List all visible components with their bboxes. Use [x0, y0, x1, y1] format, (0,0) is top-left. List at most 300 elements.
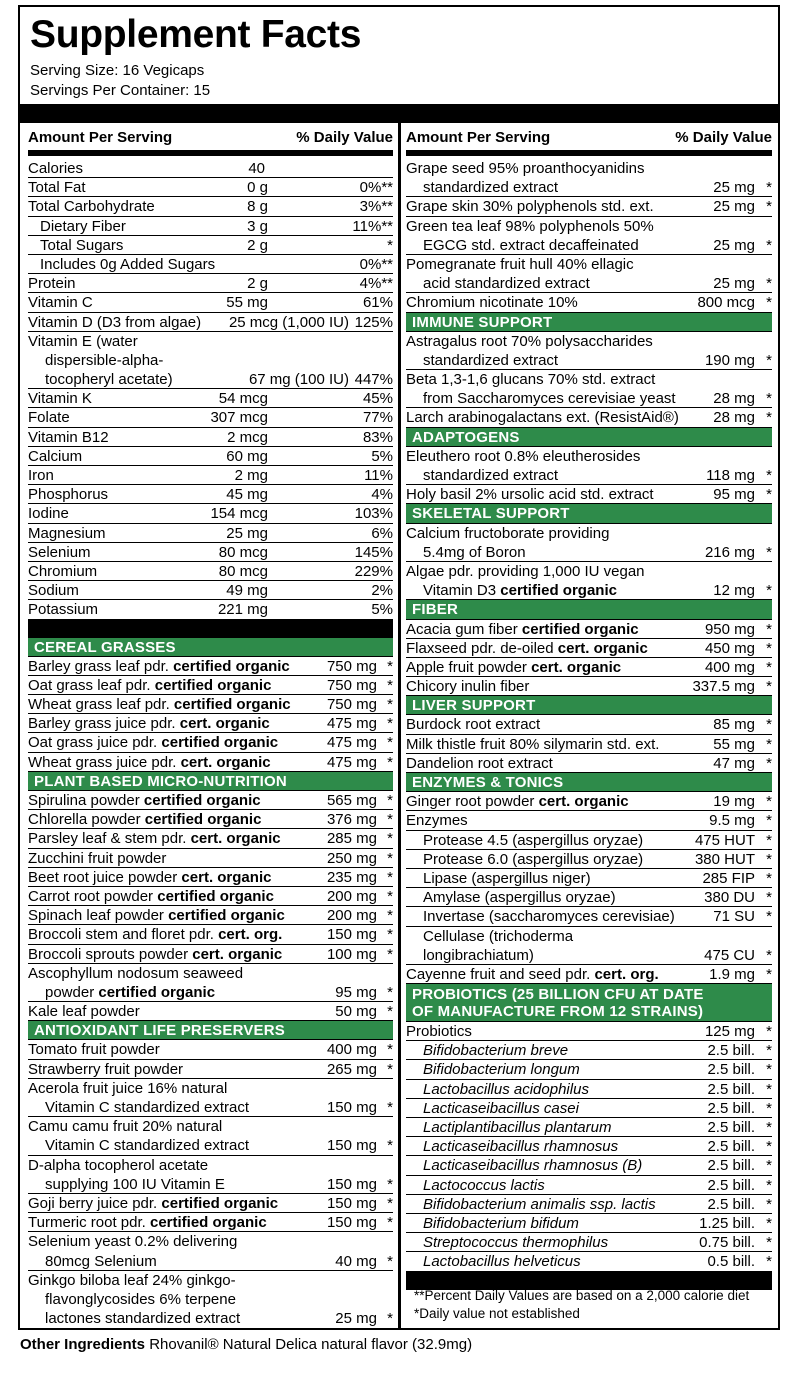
ingredient-name [406, 159, 645, 178]
ingredient-dv: * [766, 1195, 772, 1213]
ingredient-name [423, 946, 534, 965]
ingredient-name-text: EGCG std. extract decaffeinated [423, 236, 639, 254]
ingredient-row [28, 906, 393, 925]
ingredient-row [406, 1252, 772, 1271]
organic-label: certified organic [143, 792, 261, 809]
ingredient-dv: * [766, 716, 772, 734]
ingredient-dv: 45% [362, 390, 393, 408]
ingredient-name [423, 1080, 589, 1099]
ingredient-dv: * [766, 735, 772, 753]
ingredient-amount: 54 mcg [218, 390, 268, 408]
ingredient-name [406, 408, 679, 427]
ingredient-name [28, 159, 83, 178]
ingredient-row [28, 159, 393, 178]
ingredient-dv: 77% [362, 409, 393, 427]
ingredient-amount: 750 mg [326, 696, 377, 714]
ingredient-name-text: Magnesium [28, 524, 106, 542]
ingredient-row [406, 178, 772, 197]
ingredient-name [28, 543, 91, 562]
ingredient-name-text: Oat grass juice pdr. [28, 734, 162, 752]
ingredient-amount: 750 mg [326, 657, 377, 675]
ingredient-amount: 2.5 bill. [707, 1157, 755, 1175]
ingredient-dv: 125% [354, 313, 393, 331]
ingredient-row [28, 810, 393, 829]
ingredient-row [28, 562, 393, 581]
ingredient-amount: 190 mg [704, 351, 755, 369]
ingredient-amount: 25 mg [226, 524, 268, 542]
ingredient-row [406, 197, 772, 216]
ingredient-amount: 2.5 bill. [707, 1042, 755, 1060]
ingredient-name-text: Sodium [28, 582, 79, 600]
ingredient-row [406, 370, 772, 389]
ingredient-row [28, 1309, 393, 1328]
ingredient-name-text: Acacia gum fiber [406, 620, 522, 638]
ingredient-name-text: from Saccharomyces cerevisiae yeast [423, 390, 676, 408]
ingredient-name-text: longibrachiatum) [423, 946, 534, 964]
ingredient-name-text: Total Fat [28, 179, 86, 197]
ingredient-row [28, 657, 393, 676]
ingredient-name-text: Lactobacillus helveticus [423, 1253, 581, 1271]
ingredient-name-text: Bifidobacterium bifidum [423, 1214, 579, 1232]
antioxidant-section: ANTIOXIDANT LIFE PRESERVERS [28, 1021, 393, 1040]
ingredient-row [28, 1271, 393, 1290]
ingredient-row [406, 1195, 772, 1214]
ingredient-name [28, 945, 282, 964]
ingredient-amount: 28 mg [713, 409, 755, 427]
ingredient-amount: 150 mg [326, 1099, 377, 1116]
left-column [28, 123, 393, 1328]
ingredient-amount: 565 mg [326, 792, 377, 809]
ingredient-name-text: Vitamin D3 [423, 582, 501, 600]
ingredient-amount: 55 mg [713, 735, 755, 753]
ingredient-row [28, 581, 393, 600]
ingredient-amount: 400 mg [326, 1041, 377, 1059]
ingredient-name [45, 1136, 249, 1155]
ingredient-dv: * [766, 486, 772, 504]
ingredient-row [406, 754, 772, 773]
ingredient-amount: 71 SU [713, 908, 755, 926]
immune-support-section: IMMUNE SUPPORT [406, 313, 772, 332]
ingredient-name [28, 447, 82, 466]
ingredient-dv: * [766, 889, 772, 907]
ingredient-name [28, 753, 271, 772]
ingredient-row [406, 946, 772, 965]
ingredient-name [423, 1195, 656, 1214]
ingredient-amount: 95 mg [713, 486, 755, 504]
ingredient-row [28, 1098, 393, 1117]
ingredient-dv: 4%** [359, 275, 393, 293]
probiotics-section [406, 984, 772, 1022]
ingredient-name [423, 850, 643, 869]
ingredient-amount: 2.5 bill. [707, 1176, 755, 1194]
ingredient-amount: 475 HUT [694, 831, 755, 849]
ingredient-dv: * [766, 965, 772, 983]
ingredient-amount: 2.5 bill. [707, 1080, 755, 1098]
ingredient-name-text: Probiotics [406, 1023, 472, 1041]
ingredient-amount: 475 mg [326, 734, 377, 752]
ingredient-name [406, 677, 529, 696]
ingredient-name [28, 868, 271, 887]
ingredient-name [40, 255, 215, 274]
left-rows [28, 156, 393, 1328]
ingredient-name [423, 1176, 545, 1195]
ingredient-row [28, 829, 393, 848]
ingredient-name-text: Cayenne fruit and seed pdr. [406, 965, 595, 983]
right-header [406, 123, 772, 156]
ingredient-dv: * [766, 1176, 772, 1194]
ingredient-row [406, 562, 772, 581]
ingredient-amount: 2.5 bill. [707, 1099, 755, 1117]
dv-header: % Daily Value [296, 129, 393, 146]
ingredient-name [28, 197, 155, 216]
ingredient-amount: 200 mg [326, 887, 377, 905]
ingredient-row [406, 965, 772, 984]
ingredient-dv: * [766, 658, 772, 676]
ingredient-name-text: Broccoli sprouts powder [28, 945, 193, 963]
serving-size: Serving Size: 16 Vegicaps [30, 62, 205, 79]
ingredient-name-text: Iron [28, 467, 54, 484]
ingredient-name [28, 178, 86, 197]
ingredient-row [28, 178, 393, 197]
ingredient-row [406, 524, 772, 543]
ingredient-dv: 3%** [359, 198, 393, 216]
ingredient-name-text: Apple fruit powder [406, 658, 532, 676]
ingredient-name-text: Beet root juice powder [28, 868, 182, 886]
ingredient-name [406, 293, 578, 312]
section-title-line: PROBIOTICS (25 BILLION CFU AT DATE [412, 986, 704, 1004]
left-header [28, 123, 393, 156]
ingredient-dv: * [387, 1252, 393, 1270]
ingredient-name [28, 332, 138, 351]
ingredient-row [28, 1079, 393, 1098]
ingredient-name-text: Potassium [28, 601, 99, 619]
ingredient-name-text: Larch arabinogalactans ext. (ResistAid®) [406, 409, 679, 427]
ingredient-row [406, 1041, 772, 1060]
ingredient-row [28, 447, 393, 466]
ingredient-name [406, 754, 553, 773]
ingredient-name-text: 5.4mg of Boron [423, 543, 526, 561]
ingredient-name [28, 1117, 222, 1136]
ingredient-name [28, 313, 201, 332]
ingredient-amount: 200 mg [326, 907, 377, 925]
ingredient-amount: 950 mg [704, 620, 755, 638]
ingredient-name-text: Includes 0g Added Sugars [40, 255, 216, 273]
ingredient-name-text: Pomegranate fruit hull 40% ellagic [406, 255, 634, 273]
ingredient-name-text: Wheat grass leaf pdr. [28, 696, 174, 714]
ingredient-dv: * [387, 1310, 393, 1328]
ingredient-name [423, 274, 590, 293]
ingredient-name [406, 639, 648, 658]
organic-label: certified organic [173, 696, 291, 714]
ingredient-dv: * [766, 1214, 772, 1232]
ingredient-name-text: Flaxseed pdr. de-oiled [406, 639, 558, 657]
ingredient-row [28, 485, 393, 504]
ingredient-name [423, 1252, 581, 1271]
ingredient-dv: * [387, 926, 393, 944]
ingredient-dv: 103% [354, 505, 393, 523]
ingredient-amount: 380 HUT [694, 850, 755, 868]
ingredient-name-text: dispersible-alpha- [45, 351, 164, 369]
ingredient-row [406, 658, 772, 677]
ingredient-amount: 150 mg [326, 1137, 377, 1155]
ingredient-amount: 265 mg [326, 1060, 377, 1078]
ingredient-row [28, 293, 393, 312]
ingredient-dv: * [387, 1137, 393, 1155]
ingredient-amount: 25 mcg (1,000 IU) [228, 313, 349, 331]
ingredient-amount: 40 mg [335, 1252, 377, 1270]
ingredient-name [423, 831, 643, 850]
ingredient-name-text: Lipase (aspergillus niger) [423, 869, 591, 887]
ingredient-row [406, 1214, 772, 1233]
ingredient-dv: * [766, 850, 772, 868]
ingredient-name [28, 695, 291, 714]
ingredient-row [406, 466, 772, 485]
ingredient-amount: 3 g [247, 217, 268, 235]
ingredient-dv: * [387, 887, 393, 905]
ingredient-amount: 285 mg [326, 830, 377, 848]
ingredient-name-text: Calcium fructoborate providing [406, 524, 610, 542]
ingredient-amount: 475 mg [326, 753, 377, 771]
ingredient-name-text: Selenium [28, 543, 91, 561]
ingredient-row [28, 1040, 393, 1059]
ingredient-amount: 45 mg [226, 486, 268, 504]
ingredient-dv: * [766, 294, 772, 312]
ingredient-amount: 150 mg [326, 1194, 377, 1212]
ingredient-row [28, 332, 393, 351]
ingredient-name-text: Ginkgo biloba leaf 24% ginkgo- [28, 1271, 236, 1289]
ingredient-amount: 8 g [247, 198, 268, 216]
ingredient-amount: 60 mg [226, 447, 268, 465]
ingredient-name [28, 810, 261, 829]
ingredient-name [423, 1137, 618, 1156]
ingredient-name [423, 1233, 608, 1252]
ingredient-name-text: lactones standardized extract [45, 1310, 241, 1328]
ingredient-amount: 0.75 bill. [699, 1234, 755, 1252]
ingredient-name-text: Lactiplantibacillus plantarum [423, 1119, 612, 1136]
ingredient-name-text: Acerola fruit juice 16% natural [28, 1079, 228, 1097]
section-title-line: OF MANUFACTURE FROM 12 STRAINS) [412, 1003, 704, 1021]
ingredient-dv: 447% [354, 371, 393, 389]
ingredient-dv: * [766, 1138, 772, 1156]
ingredient-name [406, 562, 645, 581]
ingredient-name-text: Barley grass leaf pdr. [28, 657, 174, 675]
ingredient-dv: 6% [371, 524, 393, 542]
ingredient-dv: * [766, 467, 772, 484]
adaptogens-section: ADAPTOGENS [406, 428, 772, 447]
ingredient-name-text: Vitamin K [28, 390, 92, 408]
ingredient-amount: 216 mg [704, 543, 755, 561]
ingredient-row [28, 868, 393, 887]
ingredient-name-text: Chlorella powder [28, 811, 145, 829]
supplement-facts-panel [18, 5, 780, 1330]
ingredient-dv: * [387, 657, 393, 675]
dv-header: % Daily Value [675, 129, 772, 146]
ingredient-amount: 67 mg (100 IU) [248, 371, 349, 389]
ingredient-name-text: Chromium nicotinate 10% [406, 294, 578, 312]
ingredient-name [423, 543, 526, 562]
ingredient-amount: 2 mcg [227, 428, 268, 446]
ingredient-row [28, 1175, 393, 1194]
ingredient-row [28, 733, 393, 752]
ingredient-name-text: Lactobacillus acidophilus [423, 1080, 589, 1098]
ingredient-row [406, 1137, 772, 1156]
ingredient-row [28, 255, 393, 274]
ingredient-dv: * [766, 351, 772, 369]
ingredient-name [40, 236, 123, 255]
organic-label: certified organic [500, 582, 617, 600]
organic-label: certified organic [168, 907, 285, 925]
ingredient-row [406, 332, 772, 351]
ingredient-name-text: Invertase (saccharomyces cerevisiae) [423, 908, 675, 926]
other-ingredients [20, 1336, 472, 1353]
ingredient-row [28, 695, 393, 714]
ingredient-row [28, 714, 393, 733]
ingredient-name-text: Burdock root extract [406, 716, 541, 734]
ingredient-dv: * [387, 983, 393, 1001]
ingredient-name-text: Green tea leaf 98% polyphenols 50% [406, 217, 654, 235]
ingredient-dv: * [387, 753, 393, 771]
ingredient-name [40, 217, 126, 236]
ingredient-amount: 2 g [247, 275, 268, 293]
ingredient-row [28, 753, 393, 772]
ingredient-row [406, 293, 772, 312]
ingredient-name [28, 849, 166, 868]
ingredient-amount: 2.5 bill. [707, 1119, 755, 1136]
ingredient-row [406, 850, 772, 869]
ingredient-amount: 25 mg [713, 275, 755, 293]
right-rows [406, 156, 772, 1290]
ingredient-name-text: flavonglycosides 6% terpene [45, 1290, 236, 1308]
ingredient-name-text: Calcium [28, 447, 83, 465]
ingredient-name [28, 581, 79, 600]
ingredient-row [28, 964, 393, 983]
column-divider [398, 123, 401, 1328]
ingredient-name-text: Tomato fruit powder [28, 1041, 160, 1059]
ingredient-row [406, 1080, 772, 1099]
ingredient-name [28, 504, 69, 523]
ingredient-name [28, 524, 106, 543]
ingredient-dv: 229% [354, 562, 393, 580]
ingredient-dv: * [766, 678, 772, 696]
ingredient-name-text: Spirulina powder [28, 792, 144, 809]
ingredient-amount: 95 mg [335, 983, 377, 1001]
ingredient-name-text: Ascophyllum nodosum seaweed [28, 964, 244, 982]
ingredient-name-text: Vitamin C [28, 294, 93, 312]
ingredient-name [406, 332, 653, 351]
ingredient-amount: 40 [248, 160, 265, 177]
ingredient-name [406, 792, 629, 811]
ingredient-dv: * [766, 179, 772, 197]
ingredient-amount: 80 mcg [218, 543, 268, 561]
ingredient-amount: 154 mcg [210, 505, 268, 523]
ingredient-dv: * [387, 792, 393, 809]
ingredient-amount: 285 FIP [702, 869, 755, 887]
ingredient-row [28, 983, 393, 1002]
ingredient-name [423, 351, 558, 370]
ingredient-name [28, 1040, 160, 1059]
ingredient-name-text: Vitamin C standardized extract [45, 1099, 249, 1116]
ingredient-row [406, 1099, 772, 1118]
ingredient-row [406, 1233, 772, 1252]
ingredient-name-text: Spinach leaf powder [28, 907, 169, 925]
ingredient-amount: 2.5 bill. [707, 1061, 755, 1079]
ingredient-row [406, 543, 772, 562]
ingredient-name [423, 927, 573, 946]
ingredient-amount: 307 mcg [210, 409, 268, 427]
ingredient-amount: 150 mg [326, 1214, 377, 1232]
ingredient-name-text: standardized extract [423, 467, 559, 484]
skeletal-support-section: SKELETAL SUPPORT [406, 504, 772, 523]
ingredient-name-text: Total Sugars [40, 236, 124, 254]
ingredient-name-text: Astragalus root 70% polysaccharides [406, 332, 653, 350]
ingredient-name [406, 811, 468, 830]
ingredient-row [28, 351, 393, 370]
organic-label: cert. org. [594, 965, 659, 983]
ingredient-dv: * [766, 1253, 772, 1271]
ingredient-row [28, 543, 393, 562]
ingredient-amount: 150 mg [326, 1175, 377, 1193]
ingredient-row [28, 1290, 393, 1309]
ingredient-dv: 11%** [352, 217, 393, 235]
ingredient-dv: 0%** [359, 179, 393, 197]
ingredient-row [28, 389, 393, 408]
ingredient-name-text: Vitamin D (D3 from algae) [28, 313, 202, 331]
ingredient-name [28, 562, 97, 581]
ingredient-row [406, 792, 772, 811]
ingredient-dv: * [387, 945, 393, 963]
bottom-divider-bar [406, 1272, 772, 1290]
ingredient-amount: 0.5 bill. [707, 1253, 755, 1271]
organic-label: cert. org. [218, 926, 283, 944]
ingredient-amount: 28 mg [713, 390, 755, 408]
ingredient-name-text: Bifidobacterium longum [423, 1061, 580, 1079]
ingredient-row [406, 888, 772, 907]
ingredient-name [406, 447, 640, 466]
ingredient-row [28, 945, 393, 964]
ingredient-name [28, 1079, 227, 1098]
ingredient-amount: 2 g [247, 236, 268, 254]
ingredient-row [406, 217, 772, 236]
ingredient-amount: 118 mg [706, 467, 755, 484]
ingredient-amount: 1.25 bill. [699, 1214, 755, 1232]
ingredient-name-text: acid standardized extract [423, 275, 590, 293]
ingredient-row [28, 197, 393, 216]
other-ingredients-label: Other Ingredients [20, 1336, 146, 1353]
ingredient-dv: 11% [364, 467, 393, 484]
ingredient-name [406, 255, 634, 274]
ingredient-amount: 150 mg [326, 926, 377, 944]
ingredient-amount: 475 CU [704, 946, 755, 964]
ingredient-name-text: Iodine [28, 505, 69, 523]
ingredient-amount: 376 mg [326, 811, 377, 829]
ingredient-name-text: Protease 4.5 (aspergillus oryzae) [423, 831, 644, 849]
ingredient-name [28, 1002, 140, 1021]
ingredient-name [28, 714, 270, 733]
ingredient-name-text: D-alpha tocopherol acetate [28, 1156, 209, 1174]
ingredient-name [28, 293, 93, 312]
ingredient-dv: * [766, 812, 772, 830]
ingredient-name [28, 791, 261, 810]
ingredient-amount: 235 mg [326, 868, 377, 886]
ingredient-row [406, 1022, 772, 1041]
ingredient-amount: 2.5 bill. [707, 1138, 755, 1156]
ingredient-name [423, 907, 675, 926]
ingredient-dv: * [387, 676, 393, 694]
ingredient-name-text: Algae pdr. providing 1,000 IU vegan [406, 562, 645, 580]
ingredient-dv: * [766, 1119, 772, 1136]
ingredient-name-text: powder [45, 983, 99, 1001]
organic-label: certified organic [149, 1214, 267, 1232]
